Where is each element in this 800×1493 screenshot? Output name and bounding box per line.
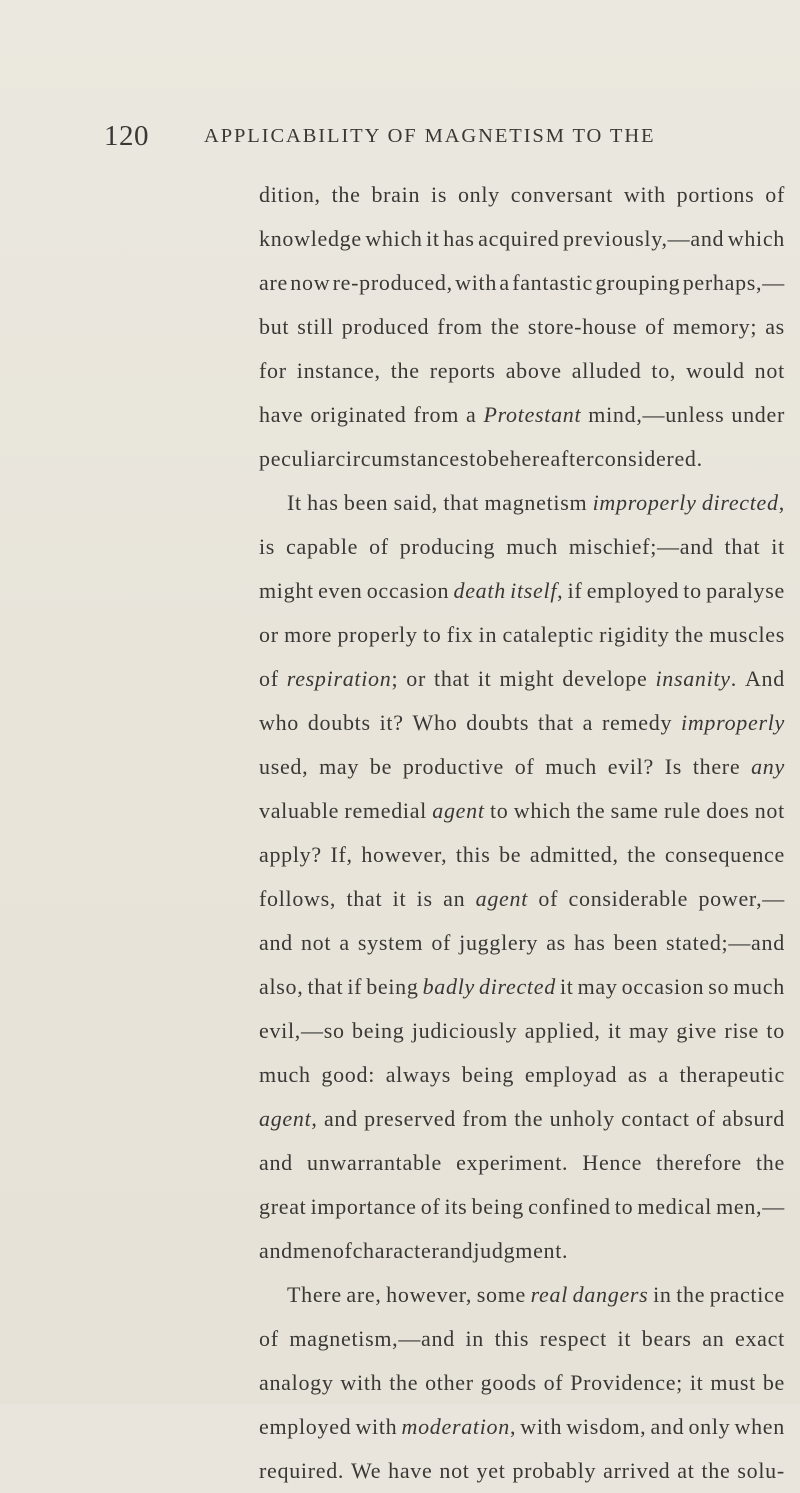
word: Who [412, 710, 458, 735]
word: apply? [259, 842, 322, 867]
word: store-house [527, 314, 638, 339]
page-number: 120 [104, 120, 149, 152]
word: great [259, 1194, 307, 1219]
word: acquired [478, 226, 560, 251]
word: men,— [716, 1194, 785, 1219]
word: respiration; [286, 666, 399, 691]
word: to [614, 1194, 634, 1219]
word: preserved [364, 1106, 456, 1131]
word: follows, [259, 886, 337, 911]
word: an [702, 1326, 725, 1351]
text-line [259, 965, 785, 1009]
word: knowledge [259, 226, 362, 251]
word: absurd [722, 1106, 785, 1131]
word: and [650, 1414, 685, 1439]
word: circumstances [335, 446, 470, 471]
word: only [457, 182, 500, 207]
word: the [576, 798, 606, 823]
word: to [683, 578, 702, 603]
word: the [389, 1370, 419, 1395]
page-header [104, 118, 704, 154]
word: alluded [571, 358, 642, 383]
text-line [259, 789, 785, 833]
word: but [259, 314, 290, 339]
word: real [530, 1282, 569, 1307]
word: which [727, 226, 785, 251]
word: and [439, 1238, 474, 1263]
word: Hence [582, 1150, 643, 1175]
word: portions [676, 182, 755, 207]
word: more [284, 622, 333, 647]
word: that [434, 666, 470, 691]
word: and [259, 1238, 293, 1263]
word: jugglery [459, 930, 539, 955]
word: magnetism [484, 490, 588, 515]
word: dition, [259, 182, 321, 207]
word: which [365, 226, 423, 251]
word: insanity. [655, 666, 737, 691]
word: from [437, 314, 483, 339]
word: peculiar [259, 446, 336, 471]
word: it [617, 1326, 632, 1351]
word: it? [379, 710, 404, 735]
text-line [259, 1229, 785, 1273]
word: valuable [259, 798, 340, 823]
word: being [471, 1194, 524, 1219]
word: Protestant [483, 402, 582, 427]
word: it [559, 974, 574, 999]
word: there [692, 754, 741, 779]
word: respect [539, 1326, 607, 1351]
word: There [287, 1282, 342, 1307]
word: that [307, 974, 344, 999]
word: remedy [602, 710, 673, 735]
word: properly [337, 622, 418, 647]
word: to [489, 798, 509, 823]
word: in [478, 622, 498, 647]
word: has [307, 490, 339, 515]
word: that [538, 710, 574, 735]
word: mind,—unless [588, 402, 725, 427]
word: if [347, 974, 363, 999]
word: perhaps,— [682, 270, 785, 295]
word: also, [259, 974, 304, 999]
word: remedial [344, 798, 427, 823]
word: so [708, 974, 730, 999]
word: to [766, 1018, 785, 1043]
word: is [431, 182, 448, 207]
word: above [505, 358, 562, 383]
word: of [765, 182, 785, 207]
word: however, [386, 1282, 473, 1307]
word: of [259, 1326, 279, 1351]
word: judgment. [473, 1238, 569, 1263]
word: only [688, 1414, 731, 1439]
word: the [331, 182, 361, 207]
word: other [425, 1370, 474, 1395]
word: it [392, 886, 407, 911]
word: previously,—and [563, 226, 725, 251]
word: are, [346, 1282, 382, 1307]
word: it [426, 226, 440, 251]
word: rigidity [599, 622, 670, 647]
word: said, [393, 490, 439, 515]
text-line [259, 305, 785, 349]
text-line [287, 1273, 785, 1317]
word: of [431, 930, 452, 955]
word: always [385, 1062, 452, 1087]
word: employed [586, 578, 680, 603]
word: occasion [366, 578, 450, 603]
word: much [506, 534, 558, 559]
text-line [259, 1141, 785, 1185]
word: judiciously [411, 1018, 518, 1043]
word: might [499, 666, 555, 691]
word: consequence [664, 842, 785, 867]
word: required. [259, 1458, 345, 1483]
word: be [499, 842, 522, 867]
word: unholy [549, 1106, 615, 1131]
word: evil,—so [259, 1018, 345, 1043]
word: doubts [307, 710, 371, 735]
word: with [455, 270, 498, 295]
word: some [476, 1282, 526, 1307]
word: the [490, 314, 520, 339]
word: have [388, 1458, 433, 1483]
word: under [731, 402, 785, 427]
word: badly [422, 974, 475, 999]
word: does [706, 798, 750, 823]
word: character [352, 1238, 440, 1263]
word: wisdom, [566, 1414, 647, 1439]
word: of [645, 314, 665, 339]
word: or [406, 666, 427, 691]
word: therefore [656, 1150, 742, 1175]
word: who [259, 710, 299, 735]
word: its [444, 1194, 468, 1219]
text-line [259, 173, 785, 217]
text-line [259, 1449, 785, 1493]
word: cataleptic [502, 622, 594, 647]
word: directed [479, 974, 556, 999]
word: probably [512, 1458, 597, 1483]
word: it [607, 1018, 622, 1043]
word: when [734, 1414, 785, 1439]
word: Providence; [570, 1370, 683, 1395]
word: the [674, 622, 704, 647]
word: of [514, 754, 535, 779]
word: to [469, 446, 488, 471]
word: have [259, 402, 304, 427]
word: instance, [296, 358, 381, 383]
word: paralyse [706, 578, 785, 603]
word: from [462, 1106, 508, 1131]
text-line [259, 1317, 785, 1361]
word: employad [524, 1062, 618, 1087]
word: of [369, 534, 389, 559]
word: arrived [603, 1458, 671, 1483]
word: it [477, 666, 492, 691]
word: give [676, 1018, 718, 1043]
word: contact [621, 1106, 690, 1131]
word: men [292, 1238, 333, 1263]
word: been [613, 930, 658, 955]
text-line [259, 657, 785, 701]
word: which [513, 798, 572, 823]
word: for [259, 358, 287, 383]
word: system [357, 930, 424, 955]
text-line [259, 1185, 785, 1229]
word: directed, [701, 490, 785, 515]
word: conversant [510, 182, 614, 207]
word: capable [286, 534, 359, 559]
word: rule [663, 798, 701, 823]
word: and [323, 1106, 358, 1131]
text-line [287, 481, 785, 525]
word: a [658, 1062, 669, 1087]
word: of [538, 886, 559, 911]
word: experiment. [456, 1150, 569, 1175]
text-line [259, 833, 785, 877]
word: develope [562, 666, 648, 691]
word: been [343, 490, 389, 515]
word: as [627, 1062, 648, 1087]
word: power,— [698, 886, 785, 911]
word: It [287, 490, 302, 515]
word: produced [341, 314, 430, 339]
word: with [355, 1414, 398, 1439]
word: to, [651, 358, 677, 383]
word: as [765, 314, 785, 339]
word: applied, [524, 1018, 601, 1043]
word: the [676, 1282, 706, 1307]
word: being [461, 1062, 515, 1087]
word: re-produced, [332, 270, 453, 295]
word: much [259, 1062, 311, 1087]
text-line [259, 525, 785, 569]
word: agent [432, 798, 485, 823]
word: however, [361, 842, 448, 867]
word: used, [259, 754, 309, 779]
word: may [319, 754, 360, 779]
word: moderation, [401, 1414, 517, 1439]
word: much [545, 754, 597, 779]
text-line [259, 613, 785, 657]
word: of [695, 1106, 716, 1131]
text-line [259, 1361, 785, 1405]
word: even [318, 578, 363, 603]
word: the [755, 1150, 785, 1175]
word: evil? [607, 754, 654, 779]
text-line [259, 217, 785, 261]
word: We [351, 1458, 382, 1483]
word: medical [637, 1194, 712, 1219]
word: fix [446, 622, 474, 647]
word: of [332, 1238, 353, 1263]
word: death [453, 578, 506, 603]
word: doubts [466, 710, 530, 735]
word: a [499, 270, 510, 295]
word: not [439, 1458, 470, 1483]
word: may [577, 974, 618, 999]
word: same [610, 798, 659, 823]
word: it [689, 1370, 704, 1395]
word: unwarrantable [307, 1150, 442, 1175]
word: mischief;—and [568, 534, 714, 559]
word: any [751, 754, 785, 779]
word: of [259, 666, 279, 691]
word: that [443, 490, 480, 515]
word: reports [429, 358, 496, 383]
word: has [443, 226, 475, 251]
word: not [754, 358, 785, 383]
word: or [259, 622, 279, 647]
word: yet [476, 1458, 506, 1483]
word: must [710, 1370, 756, 1395]
word: the [627, 842, 657, 867]
word: still [297, 314, 334, 339]
word: not [300, 930, 332, 955]
word: in [465, 1326, 485, 1351]
text-line [259, 1009, 785, 1053]
word: now [290, 270, 331, 295]
word: it [771, 534, 785, 559]
word: solu- [737, 1458, 785, 1483]
word: importance [310, 1194, 417, 1219]
word: from [413, 402, 460, 427]
word: be [762, 1370, 785, 1395]
word: agent, [259, 1106, 318, 1131]
word: of [420, 1194, 441, 1219]
word: much [733, 974, 785, 999]
word: itself, [510, 578, 564, 603]
word: an [443, 886, 466, 911]
word: therapeutic [679, 1062, 785, 1087]
word: this [494, 1326, 530, 1351]
text-line [259, 921, 785, 965]
word: productive [402, 754, 504, 779]
text-line [259, 393, 785, 437]
word: agent [475, 886, 529, 911]
word: is [259, 534, 276, 559]
word: good: [321, 1062, 376, 1087]
word: occasion [621, 974, 705, 999]
word: considerable [568, 886, 689, 911]
word: that [346, 886, 383, 911]
word: fantastic [512, 270, 594, 295]
running-head: APPLICABILITY OF MAGNETISM TO THE [204, 125, 656, 147]
word: has [574, 930, 606, 955]
text-line [259, 745, 785, 789]
word: are [259, 270, 288, 295]
word: is [416, 886, 433, 911]
word: being [352, 1018, 405, 1043]
word: confined [528, 1194, 611, 1219]
word: goods [480, 1370, 537, 1395]
word: this [455, 842, 491, 867]
word: considered. [594, 446, 703, 471]
word: dangers [572, 1282, 649, 1307]
word: magnetism,—and [289, 1326, 455, 1351]
word: might [259, 578, 314, 603]
text-line [259, 1097, 785, 1141]
word: brain [371, 182, 421, 207]
word: hereafter [509, 446, 595, 471]
word: with [623, 182, 666, 207]
word: and [259, 1150, 293, 1175]
word: may [628, 1018, 669, 1043]
word: the [514, 1106, 544, 1131]
word: if [567, 578, 583, 603]
word: And [744, 666, 785, 691]
word: analogy [259, 1370, 334, 1395]
word: employed [259, 1414, 352, 1439]
word: would [686, 358, 745, 383]
word: exact [735, 1326, 785, 1351]
text-line [259, 701, 785, 745]
word: practice [709, 1282, 785, 1307]
word: be [487, 446, 510, 471]
word: improperly [681, 710, 785, 735]
word: If, [330, 842, 353, 867]
body-text [0, 173, 800, 1483]
word: a [582, 710, 594, 735]
word: memory; [672, 314, 758, 339]
word: as [546, 930, 566, 955]
word: producing [399, 534, 496, 559]
word: bears [641, 1326, 692, 1351]
word: not [754, 798, 785, 823]
word: at [677, 1458, 695, 1483]
word: of [543, 1370, 564, 1395]
word: that [724, 534, 761, 559]
text-line [259, 1053, 785, 1097]
text-line [259, 1405, 785, 1449]
word: rise [724, 1018, 759, 1043]
word: with [520, 1414, 563, 1439]
word: admitted, [529, 842, 619, 867]
word: improperly [592, 490, 697, 515]
word: grouping [595, 270, 681, 295]
text-line [259, 261, 785, 305]
word: and [259, 930, 293, 955]
text-line [259, 349, 785, 393]
word: muscles [709, 622, 785, 647]
word: to [422, 622, 442, 647]
word: a [339, 930, 350, 955]
word: in [653, 1282, 672, 1307]
word: the [390, 358, 420, 383]
word: a [466, 402, 477, 427]
word: being [366, 974, 419, 999]
word: with [340, 1370, 383, 1395]
text-line [259, 437, 785, 481]
word: Is [664, 754, 683, 779]
word: be [369, 754, 393, 779]
text-line [259, 569, 785, 613]
word: originated [310, 402, 407, 427]
word: the [701, 1458, 731, 1483]
word: stated;—and [666, 930, 785, 955]
text-line [259, 877, 785, 921]
